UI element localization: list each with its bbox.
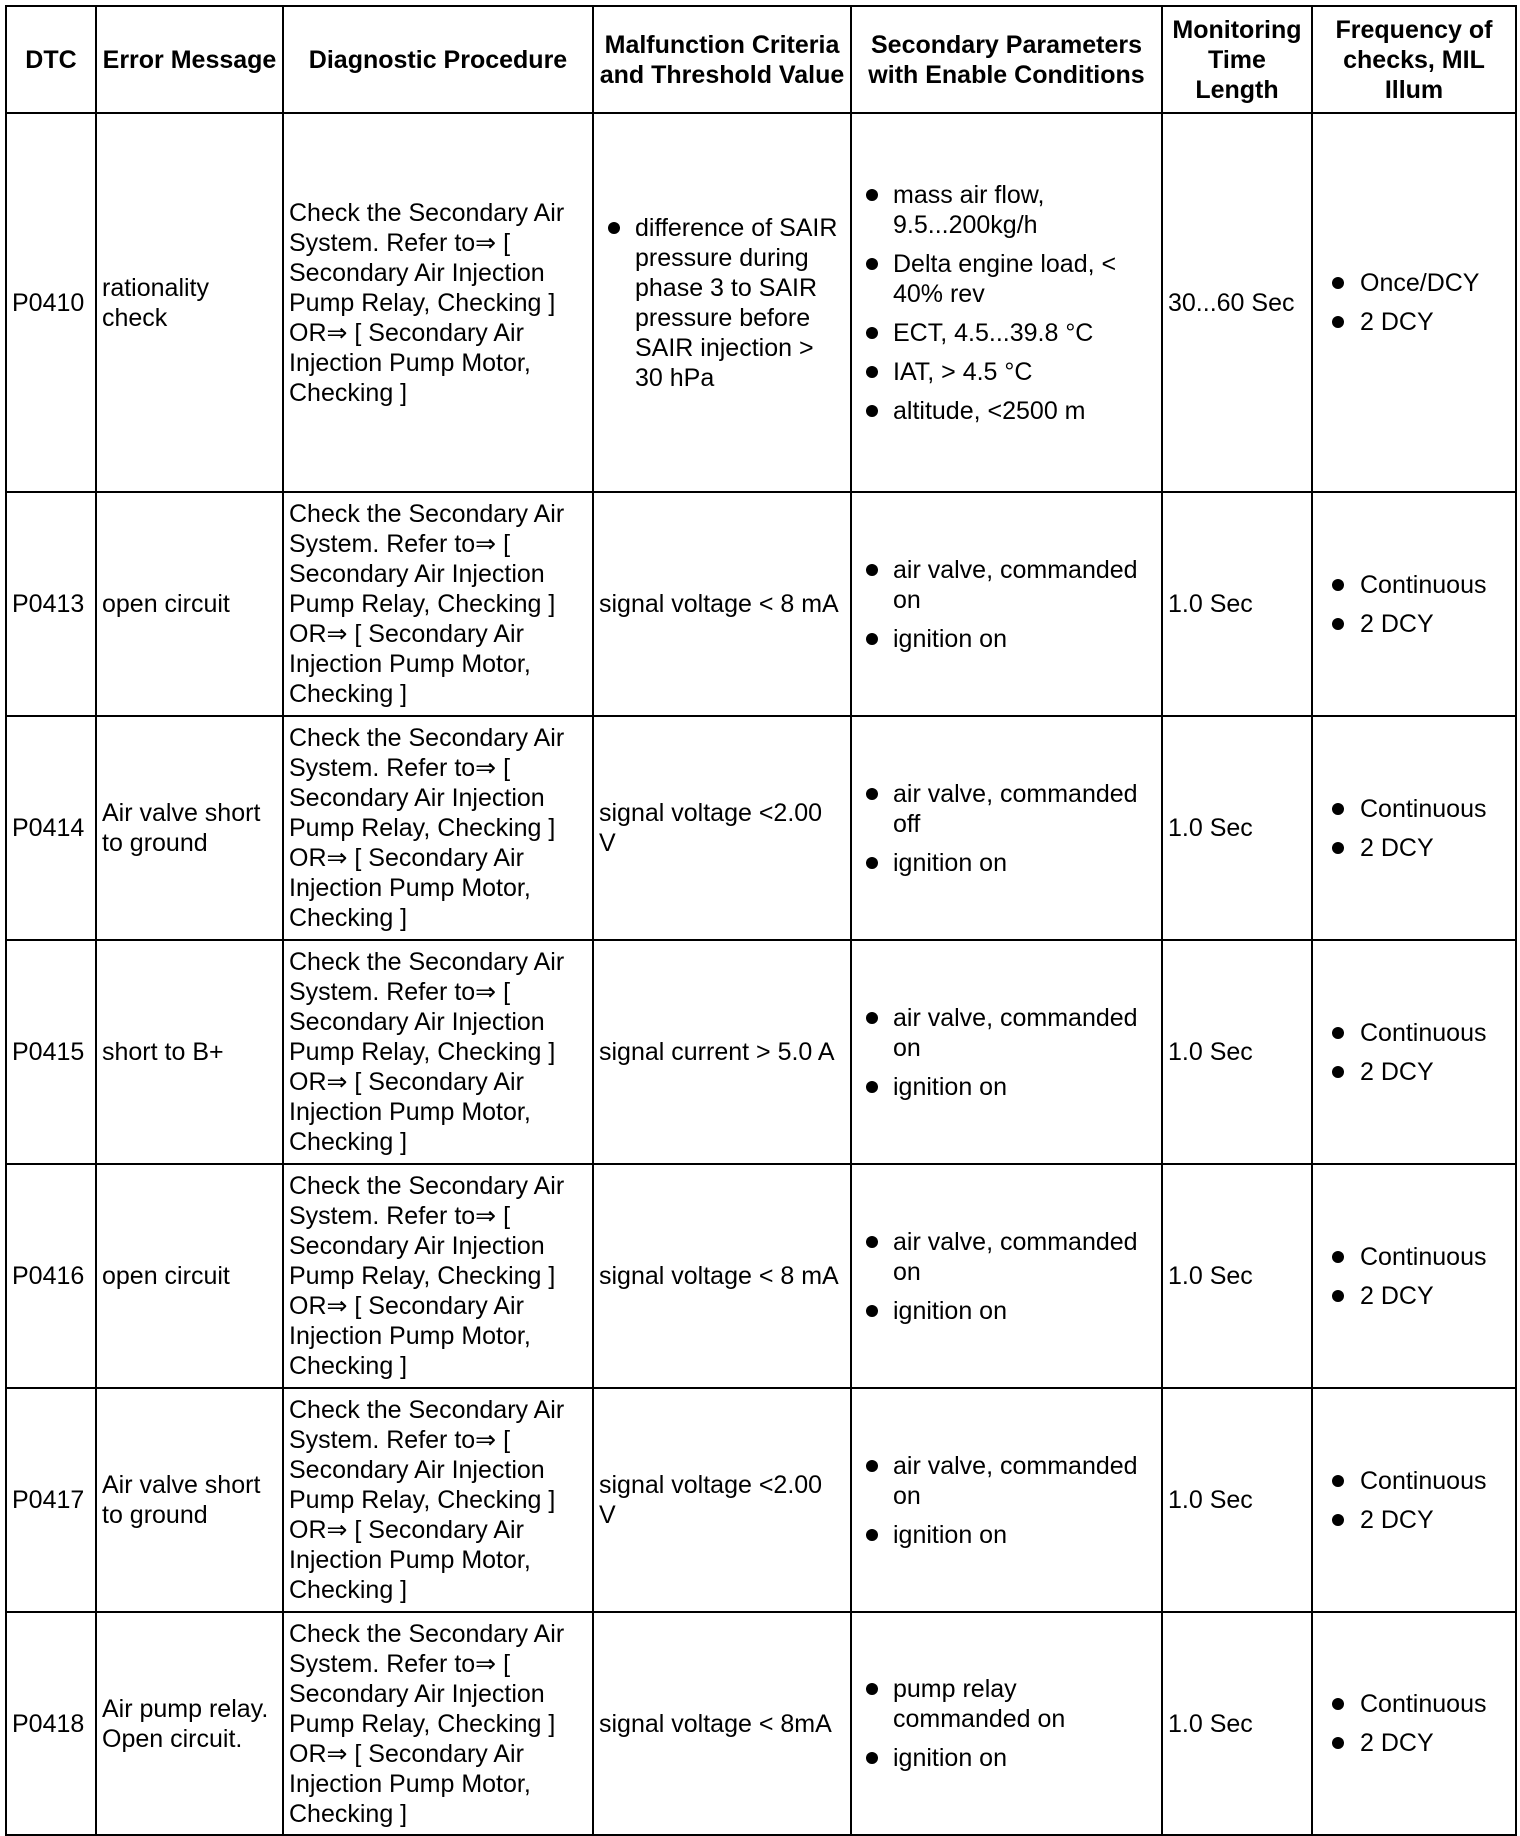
frequency-checks <box>1312 716 1516 940</box>
bullet-item: ECT, 4.5...39.8 °C <box>857 318 1156 348</box>
header-monitoring-time: Monitoring Time Length <box>1162 6 1312 113</box>
secondary-parameters-list <box>857 1003 1156 1102</box>
malfunction-criteria: signal voltage < 8mA <box>593 1612 851 1835</box>
error-message: rationality check <box>96 113 283 492</box>
bullet-item: air valve, commanded on <box>857 1451 1156 1511</box>
dtc-code: P0413 <box>6 492 96 716</box>
table-row <box>6 1388 1516 1612</box>
diagnostic-procedure: Check the Secondary Air System. Refer to⇒ [ Secondary Air Injection Pump Relay, Checking ] OR⇒ [ Secondary Air Injection Pump Motor, Checking ] <box>283 1164 593 1388</box>
table-row <box>6 716 1516 940</box>
secondary-parameters-list <box>857 779 1156 878</box>
header-diagnostic-procedure: Diagnostic Procedure <box>283 6 593 113</box>
bullet-item: Continuous <box>1318 794 1510 824</box>
error-message: Air valve short to ground <box>96 1388 283 1612</box>
secondary-parameters <box>851 716 1162 940</box>
bullet-item: air valve, commanded on <box>857 1003 1156 1063</box>
malfunction-criteria: signal voltage < 8 mA <box>593 1164 851 1388</box>
bullet-item: ignition on <box>857 1296 1156 1326</box>
secondary-parameters <box>851 492 1162 716</box>
header-error-message: Error Message <box>96 6 283 113</box>
dtc-code: P0418 <box>6 1612 96 1835</box>
bullet-item: ignition on <box>857 848 1156 878</box>
bullet-item: IAT, > 4.5 °C <box>857 357 1156 387</box>
bullet-item: 2 DCY <box>1318 1728 1510 1758</box>
malfunction-criteria: signal voltage <2.00 V <box>593 716 851 940</box>
header-secondary-parameters: Secondary Parameters with Enable Conditions <box>851 6 1162 113</box>
bullet-item: 2 DCY <box>1318 1057 1510 1087</box>
bullet-item: mass air flow, 9.5...200kg/h <box>857 180 1156 240</box>
malfunction-criteria: signal voltage <2.00 V <box>593 1388 851 1612</box>
diagnostic-procedure: Check the Secondary Air System. Refer to⇒ [ Secondary Air Injection Pump Relay, Checking ] OR⇒ [ Secondary Air Injection Pump Motor, Checking ] <box>283 1388 593 1612</box>
malfunction-criteria: signal current > 5.0 A <box>593 940 851 1164</box>
frequency-checks-list <box>1318 1689 1510 1758</box>
frequency-checks <box>1312 940 1516 1164</box>
document-page <box>5 5 1515 1836</box>
secondary-parameters <box>851 1164 1162 1388</box>
secondary-parameters-list <box>857 180 1156 426</box>
diagnostic-procedure: Check the Secondary Air System. Refer to⇒ [ Secondary Air Injection Pump Relay, Checking ] OR⇒ [ Secondary Air Injection Pump Motor, Checking ] <box>283 1612 593 1835</box>
diagnostic-procedure: Check the Secondary Air System. Refer to⇒ [ Secondary Air Injection Pump Relay, Checking ] OR⇒ [ Secondary Air Injection Pump Motor, Checking ] <box>283 113 593 492</box>
bullet-item: Continuous <box>1318 570 1510 600</box>
table-body <box>6 113 1516 1835</box>
dtc-code: P0414 <box>6 716 96 940</box>
header-dtc: DTC <box>6 6 96 113</box>
malfunction-criteria <box>593 113 851 492</box>
secondary-parameters-list <box>857 1451 1156 1550</box>
bullet-item: Continuous <box>1318 1689 1510 1719</box>
secondary-parameters <box>851 1388 1162 1612</box>
frequency-checks <box>1312 113 1516 492</box>
dtc-table <box>5 5 1517 1836</box>
header-row <box>6 6 1516 113</box>
bullet-item: air valve, commanded off <box>857 779 1156 839</box>
frequency-checks <box>1312 1612 1516 1835</box>
bullet-item: ignition on <box>857 1072 1156 1102</box>
frequency-checks <box>1312 1164 1516 1388</box>
table-row <box>6 113 1516 492</box>
bullet-item: 2 DCY <box>1318 1505 1510 1535</box>
bullet-item: Delta engine load, < 40% rev <box>857 249 1156 309</box>
diagnostic-procedure: Check the Secondary Air System. Refer to⇒ [ Secondary Air Injection Pump Relay, Checking ] OR⇒ [ Secondary Air Injection Pump Motor, Checking ] <box>283 940 593 1164</box>
bullet-item: 2 DCY <box>1318 609 1510 639</box>
secondary-parameters <box>851 940 1162 1164</box>
bullet-item: Continuous <box>1318 1018 1510 1048</box>
error-message: Air valve short to ground <box>96 716 283 940</box>
frequency-checks <box>1312 492 1516 716</box>
bullet-item: Continuous <box>1318 1466 1510 1496</box>
malfunction-criteria-list <box>599 213 845 393</box>
table-row <box>6 1612 1516 1835</box>
error-message: short to B+ <box>96 940 283 1164</box>
table-row <box>6 1164 1516 1388</box>
header-malfunction-criteria: Malfunction Criteria and Threshold Value <box>593 6 851 113</box>
error-message: open circuit <box>96 492 283 716</box>
bullet-item: 2 DCY <box>1318 307 1510 337</box>
frequency-checks-list <box>1318 1466 1510 1535</box>
monitoring-time: 1.0 Sec <box>1162 492 1312 716</box>
frequency-checks-list <box>1318 794 1510 863</box>
dtc-code: P0417 <box>6 1388 96 1612</box>
header-frequency: Frequency of checks, MIL Illum <box>1312 6 1516 113</box>
table-row <box>6 940 1516 1164</box>
table-header <box>6 6 1516 113</box>
monitoring-time: 1.0 Sec <box>1162 1388 1312 1612</box>
dtc-code: P0415 <box>6 940 96 1164</box>
frequency-checks-list <box>1318 1242 1510 1311</box>
monitoring-time: 1.0 Sec <box>1162 716 1312 940</box>
dtc-code: P0416 <box>6 1164 96 1388</box>
frequency-checks-list <box>1318 570 1510 639</box>
bullet-item: difference of SAIR pressure during phase 3 to SAIR pressure before SAIR injection > 30 hPa <box>599 213 845 393</box>
dtc-code: P0410 <box>6 113 96 492</box>
frequency-checks-list <box>1318 1018 1510 1087</box>
bullet-item: altitude, <2500 m <box>857 396 1156 426</box>
bullet-item: Once/DCY <box>1318 268 1510 298</box>
secondary-parameters <box>851 1612 1162 1835</box>
monitoring-time: 30...60 Sec <box>1162 113 1312 492</box>
bullet-item: pump relay commanded on <box>857 1674 1156 1734</box>
bullet-item: Continuous <box>1318 1242 1510 1272</box>
secondary-parameters-list <box>857 555 1156 654</box>
monitoring-time: 1.0 Sec <box>1162 1612 1312 1835</box>
error-message: open circuit <box>96 1164 283 1388</box>
diagnostic-procedure: Check the Secondary Air System. Refer to⇒ [ Secondary Air Injection Pump Relay, Checking ] OR⇒ [ Secondary Air Injection Pump Motor, Checking ] <box>283 492 593 716</box>
frequency-checks-list <box>1318 268 1510 337</box>
secondary-parameters-list <box>857 1674 1156 1773</box>
monitoring-time: 1.0 Sec <box>1162 940 1312 1164</box>
bullet-item: air valve, commanded on <box>857 555 1156 615</box>
table-row <box>6 492 1516 716</box>
frequency-checks <box>1312 1388 1516 1612</box>
bullet-item: 2 DCY <box>1318 1281 1510 1311</box>
diagnostic-procedure: Check the Secondary Air System. Refer to⇒ [ Secondary Air Injection Pump Relay, Checking ] OR⇒ [ Secondary Air Injection Pump Motor, Checking ] <box>283 716 593 940</box>
bullet-item: 2 DCY <box>1318 833 1510 863</box>
error-message: Air pump relay. Open circuit. <box>96 1612 283 1835</box>
bullet-item: ignition on <box>857 1743 1156 1773</box>
secondary-parameters-list <box>857 1227 1156 1326</box>
bullet-item: ignition on <box>857 624 1156 654</box>
malfunction-criteria: signal voltage < 8 mA <box>593 492 851 716</box>
secondary-parameters <box>851 113 1162 492</box>
bullet-item: ignition on <box>857 1520 1156 1550</box>
monitoring-time: 1.0 Sec <box>1162 1164 1312 1388</box>
bullet-item: air valve, commanded on <box>857 1227 1156 1287</box>
